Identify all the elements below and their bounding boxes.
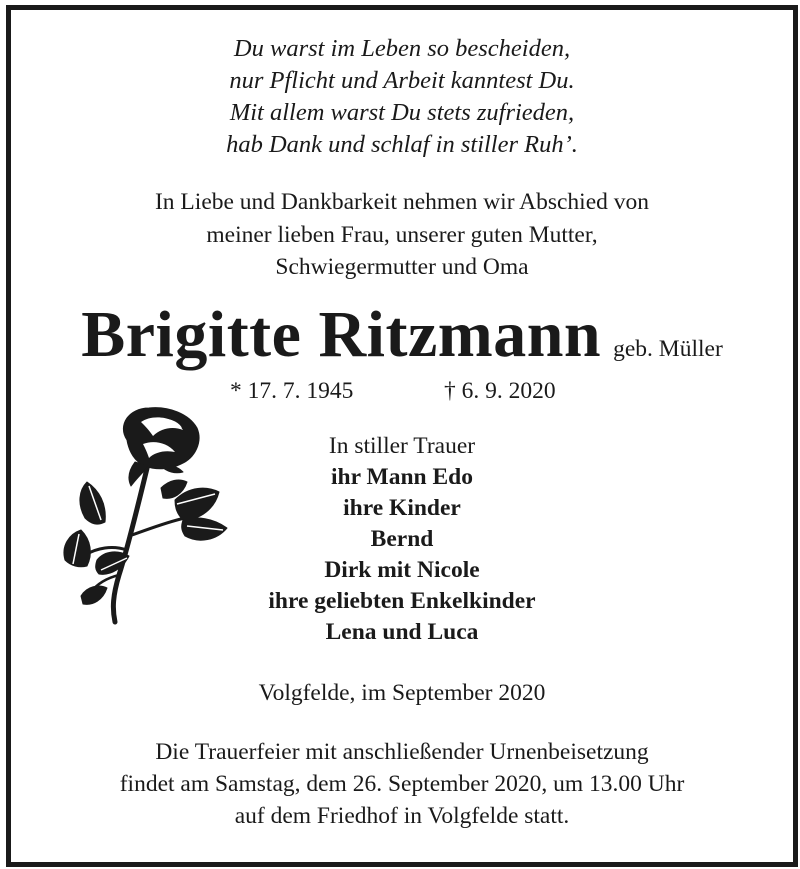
mourner-line: ihr Mann Edo <box>331 464 473 490</box>
maiden-name: geb. Müller <box>613 336 723 362</box>
place-date: Volgfelde, im September 2020 <box>258 680 546 706</box>
obituary-notice <box>6 5 798 867</box>
mourner-line: ihre Kinder <box>343 495 461 521</box>
ceremony-line: Die Trauerfeier mit anschließender Urnenbeisetzung <box>155 739 649 765</box>
poem-line: Mit allem warst Du stets zufrieden, <box>229 99 575 126</box>
death-date: † 6. 9. 2020 <box>444 378 556 404</box>
ceremony-line: auf dem Friedhof in Volgfelde statt. <box>234 803 570 829</box>
mourner-line: Lena und Luca <box>325 619 479 645</box>
mourner-line: Dirk mit Nicole <box>324 557 480 583</box>
intro-line: In Liebe und Dankbarkeit nehmen wir Abschied von <box>154 189 650 215</box>
intro-line: meiner lieben Frau, unserer guten Mutter, <box>206 222 598 248</box>
poem-line: Du warst im Leben so bescheiden, <box>233 35 571 62</box>
mourner-line: ihre geliebten Enkelkinder <box>268 588 536 614</box>
deceased-name: Brigitte Ritzmann <box>81 298 602 371</box>
intro-line: Schwiegermutter und Oma <box>275 254 529 280</box>
mourner-line: Bernd <box>370 526 434 552</box>
ceremony-line: findet am Samstag, dem 26. September 2020, um 13.00 Uhr <box>119 771 685 797</box>
deceased-name-row <box>11 298 793 371</box>
mourners-heading: In stiller Trauer <box>328 433 476 459</box>
birth-date: * 17. 7. 1945 <box>230 378 354 404</box>
poem-line: nur Pflicht und Arbeit kanntest Du. <box>229 67 575 94</box>
poem-line: hab Dank und schlaf in stiller Ruh’. <box>226 131 578 158</box>
